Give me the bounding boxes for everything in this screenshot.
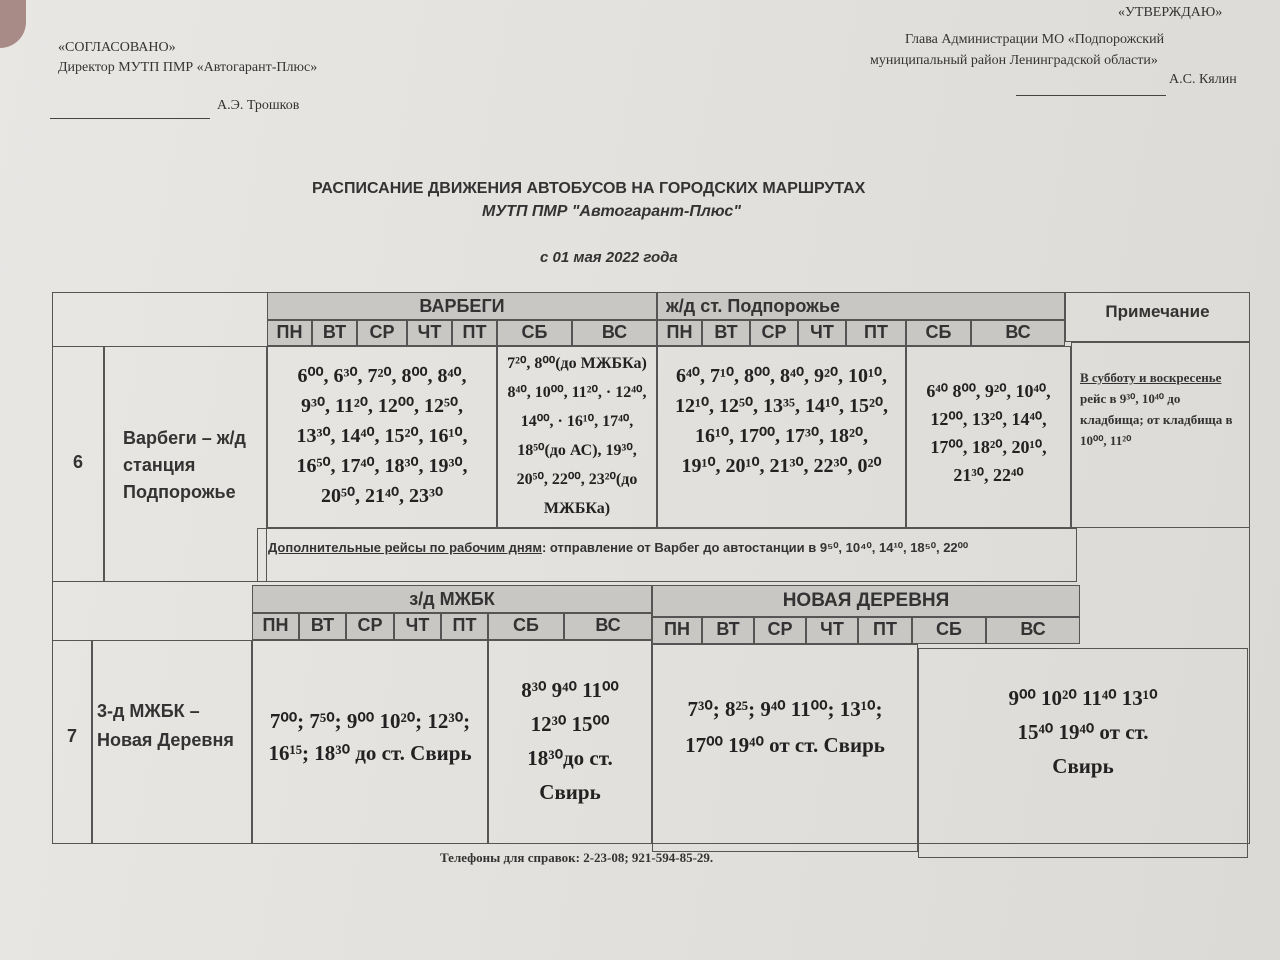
r6a-day-fri: ПТ — [452, 320, 497, 346]
r7b-day-fri: ПТ — [858, 617, 912, 644]
route6-a-weekend-times: 7²⁰, 8⁰⁰(до МЖБКа) 8⁴⁰, 10⁰⁰, 11²⁰, · 12⁴⁰, 14⁰⁰, · 16¹⁰, 17⁴⁰, 18⁵⁰(до АС), 19³⁰, 20⁵⁰, 22⁰⁰, 23²⁰(до МЖБКа) — [497, 346, 657, 528]
r6a-day-sun: ВС — [572, 320, 657, 346]
r7b-day-wed: СР — [754, 617, 806, 644]
route6-note-header: Примечание — [1065, 292, 1250, 342]
route6-b-weekend-times: 6⁴⁰ 8⁰⁰, 9²⁰, 10⁴⁰, 12⁰⁰, 13²⁰, 14⁴⁰, 17⁰⁰, 18²⁰, 20¹⁰, 21³⁰, 22⁴⁰ — [906, 346, 1071, 528]
signature-line-left — [50, 118, 210, 119]
r7a-day-wed: СР — [346, 613, 394, 640]
route6-extra-trips — [257, 528, 1077, 582]
route6-stop-b-header: ж/д ст. Подпорожье — [657, 292, 1065, 320]
document-subtitle: МУТП ПМР "Автогарант-Плюс" — [482, 203, 741, 220]
r6b-day-mon: ПН — [657, 320, 702, 346]
r6b-day-wed: СР — [750, 320, 798, 346]
r6b-day-sat: СБ — [906, 320, 971, 346]
r7a-day-tue: ВТ — [299, 613, 346, 640]
approval-left-position: Директор МУТП ПМР «Автогарант-Плюс» — [58, 60, 318, 75]
route6-name: Варбеги – ж/д станция Подпорожье — [104, 346, 267, 582]
route6-extra-label: Дополнительные рейсы по рабочим дням — [268, 540, 542, 555]
approval-right-signer: А.С. Кялин — [1169, 72, 1237, 87]
r7b-day-thu: ЧТ — [806, 617, 858, 644]
r6a-day-mon: ПН — [267, 320, 312, 346]
route6-note-weekend-label: В субботу и воскресенье — [1080, 370, 1222, 385]
r7a-day-fri: ПТ — [441, 613, 488, 640]
route7-a-weekend-times: 8³⁰ 9⁴⁰ 11⁰⁰ 12³⁰ 15⁰⁰ 18³⁰до ст. Свирь — [488, 640, 652, 844]
route7-a-weekday-times: 7⁰⁰; 7⁵⁰; 9⁰⁰ 10²⁰; 12³⁰; 16¹⁵; 18³⁰ до ст. Свирь — [252, 640, 488, 844]
r7a-day-sun: ВС — [564, 613, 652, 640]
r6a-day-sat: СБ — [497, 320, 572, 346]
approval-right-position-2: муниципальный район Ленинградской области» — [870, 53, 1158, 68]
approval-right-position-1: Глава Администрации МО «Подпорожский — [905, 32, 1165, 47]
r6a-day-tue: ВТ — [312, 320, 357, 346]
signature-line-right — [1016, 95, 1166, 96]
approval-right-title: «УТВЕРЖДАЮ» — [1118, 5, 1223, 20]
route6-extra-text: : отправление от Варбег до автостанции в 9⁵⁰, 10⁴⁰, 14¹⁰, 18⁵⁰, 22⁰⁰ — [541, 540, 969, 555]
route7-b-weekend-times: 9⁰⁰ 10²⁰ 11⁴⁰ 13¹⁰ 15⁴⁰ 19⁴⁰ от ст. Свирь — [918, 648, 1248, 858]
route6-note-text: рейс в 9³⁰, 10⁴⁰ до кладбища; от кладбища в 10⁰⁰, 11²⁰ — [1080, 391, 1233, 448]
r7a-day-thu: ЧТ — [394, 613, 441, 640]
r7a-day-sat: СБ — [488, 613, 564, 640]
route6-number: 6 — [52, 346, 104, 582]
r6b-day-sun: ВС — [971, 320, 1065, 346]
r6a-day-thu: ЧТ — [407, 320, 452, 346]
route6-note — [1071, 342, 1250, 528]
r7b-day-sun: ВС — [986, 617, 1080, 644]
r7b-day-tue: ВТ — [702, 617, 754, 644]
effective-date: с 01 мая 2022 года — [540, 249, 678, 266]
route7-name: 3-д МЖБК – Новая Деревня — [92, 640, 252, 844]
route7-stop-a-header: з/д МЖБК — [252, 585, 652, 613]
route6-a-weekday-times: 6⁰⁰, 6³⁰, 7²⁰, 8⁰⁰, 8⁴⁰, 9³⁰, 11²⁰, 12⁰⁰, 12⁵⁰, 13³⁰, 14⁴⁰, 15²⁰, 16¹⁰, 16⁵⁰, 17⁴⁰, 18³⁰, 19³⁰, 20⁵⁰, 21⁴⁰, 23³⁰ — [267, 346, 497, 528]
r7a-day-mon: ПН — [252, 613, 299, 640]
route7-b-weekday-times: 7³⁰; 8²⁵; 9⁴⁰ 11⁰⁰; 13¹⁰; 17⁰⁰ 19⁴⁰ от ст. Свирь — [652, 644, 918, 852]
route6-stop-a-header: ВАРБЕГИ — [267, 292, 657, 320]
route7-stop-b-header: НОВАЯ ДЕРЕВНЯ — [652, 585, 1080, 617]
footer-phones: Телефоны для справок: 2-23-08; 921-594-85-29. — [440, 850, 714, 865]
approval-left-signer: А.Э. Трошков — [217, 98, 300, 113]
approval-left-title: «СОГЛАСОВАНО» — [58, 40, 176, 55]
route7-number: 7 — [52, 640, 92, 844]
r7b-day-sat: СБ — [912, 617, 986, 644]
r6a-day-wed: СР — [357, 320, 407, 346]
r7b-day-mon: ПН — [652, 617, 702, 644]
route6-b-weekday-times: 6⁴⁰, 7¹⁰, 8⁰⁰, 8⁴⁰, 9²⁰, 10¹⁰, 12¹⁰, 12⁵⁰, 13³⁵, 14¹⁰, 15²⁰, 16¹⁰, 17⁰⁰, 17³⁰, 18²⁰, 19¹⁰, 20¹⁰, 21³⁰, 22³⁰, 0²⁰ — [657, 346, 906, 528]
document-title: РАСПИСАНИЕ ДВИЖЕНИЯ АВТОБУСОВ НА ГОРОДСКИХ МАРШРУТАХ — [312, 180, 866, 197]
r6b-day-thu: ЧТ — [798, 320, 846, 346]
r6b-day-tue: ВТ — [702, 320, 750, 346]
r6b-day-fri: ПТ — [846, 320, 906, 346]
